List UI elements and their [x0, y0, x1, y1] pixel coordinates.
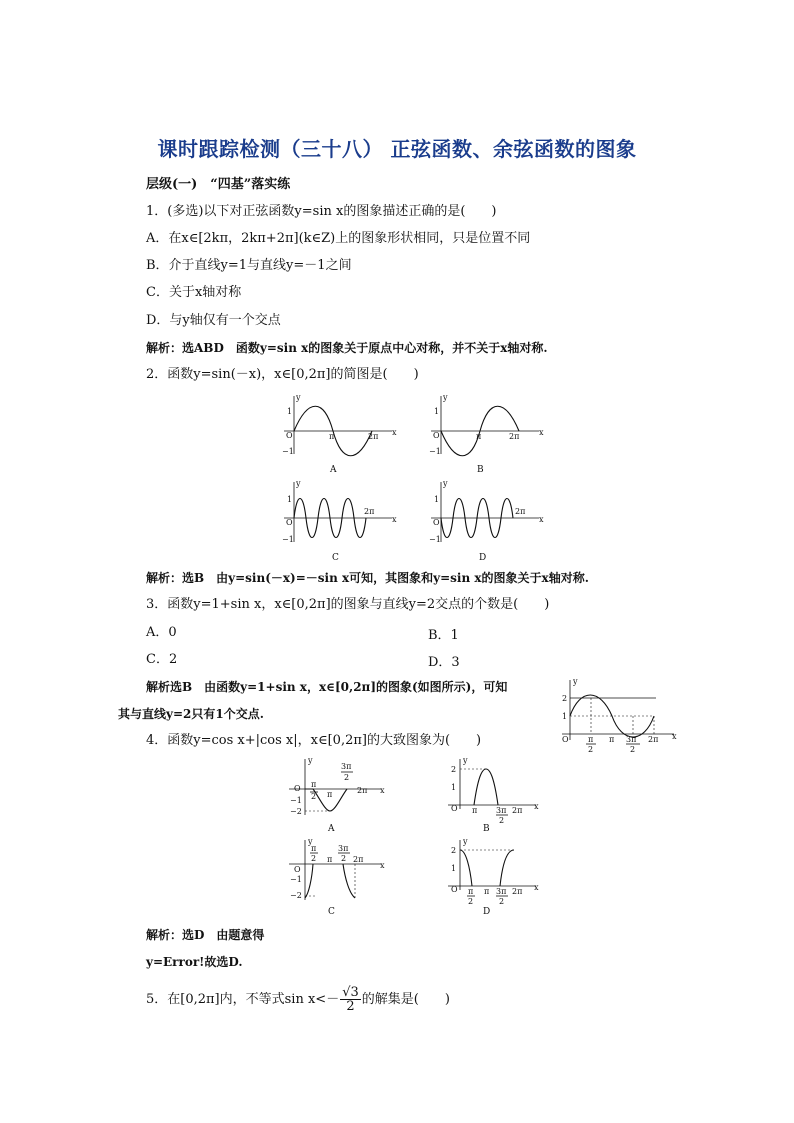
q3-answer-line1: 解析选B 由函数y=1+sin x，x∈[0,2π]的图象(如图所示)，可知: [146, 680, 508, 694]
q4-answer-line1: 解析：选D 由题意得: [146, 928, 265, 942]
svg-text:x: x: [392, 428, 397, 437]
svg-text:1: 1: [434, 407, 440, 416]
svg-text:2: 2: [468, 897, 474, 906]
svg-text:π: π: [327, 790, 333, 799]
svg-text:y: y: [463, 837, 468, 846]
q4-graph-a: [285, 757, 390, 835]
svg-text:1: 1: [287, 407, 293, 416]
q2-label-c: C: [332, 553, 339, 563]
svg-text:y: y: [443, 393, 448, 402]
svg-text:y: y: [308, 837, 313, 846]
svg-text:x: x: [380, 786, 385, 795]
svg-text:π: π: [311, 780, 317, 789]
svg-text:π: π: [327, 855, 333, 864]
svg-text:x: x: [534, 883, 539, 892]
q4-graph-c: [285, 838, 390, 918]
q2-stem: 2．函数y=sin(－x)，x∈[0,2π]的简图是( ): [146, 367, 419, 382]
svg-text:O: O: [451, 885, 458, 894]
svg-text:x: x: [534, 802, 539, 811]
svg-text:π: π: [468, 887, 474, 896]
svg-text:π: π: [472, 806, 478, 815]
q2-label-a: A: [330, 465, 337, 475]
q1-answer: 解析：选ABD 函数y=sin x的图象关于原点中心对称，并不关于x轴对称.: [146, 341, 548, 355]
q2-graph-a: [280, 392, 400, 474]
svg-text:2π: 2π: [368, 432, 379, 441]
svg-text:O: O: [451, 804, 458, 813]
svg-text:2π: 2π: [357, 786, 368, 795]
q5-stem: [146, 986, 450, 1013]
svg-text:2π: 2π: [509, 432, 520, 441]
q2-answer: 解析：选B 由y=sin(－x)=－sin x可知，其图象和y=sin x的图象关于x轴对称.: [146, 571, 589, 585]
svg-text:O: O: [286, 518, 293, 527]
svg-text:2π: 2π: [512, 887, 523, 896]
svg-text:x: x: [380, 861, 385, 870]
q4-answer-line2: y=Error!故选D.: [146, 955, 243, 969]
svg-text:y: y: [308, 756, 313, 765]
svg-text:O: O: [562, 735, 569, 744]
q5-fraction: $\frac{√3}{2}$: [342, 985, 359, 1014]
q2-graph-b: [427, 392, 547, 474]
svg-text:y: y: [296, 479, 301, 488]
svg-text:2π: 2π: [512, 806, 523, 815]
q2-graph-d: [427, 478, 547, 562]
q1-option-c: C．关于x轴对称: [146, 285, 242, 300]
svg-text:1: 1: [287, 495, 293, 504]
svg-text:π: π: [329, 432, 335, 441]
svg-text:x: x: [672, 732, 677, 741]
svg-text:2π: 2π: [515, 507, 526, 516]
svg-text:2: 2: [499, 897, 505, 906]
q3-option-d: D．3: [428, 655, 460, 670]
svg-text:−1: −1: [429, 535, 441, 544]
svg-text:y: y: [463, 756, 468, 765]
svg-text:O: O: [433, 518, 440, 527]
svg-text:O: O: [286, 431, 293, 440]
q3-option-a: A．0: [146, 625, 177, 640]
svg-text:O: O: [433, 431, 440, 440]
q3-stem: 3．函数y=1+sin x，x∈[0,2π]的图象与直线y=2交点的个数是( ): [146, 597, 550, 612]
q1-option-d: D．与y轴仅有一个交点: [146, 313, 281, 328]
svg-text:x: x: [539, 428, 544, 437]
svg-text:y: y: [443, 479, 448, 488]
q3-answer-line2: 其与直线y=2只有1个交点.: [118, 707, 264, 721]
q3-option-c: C．2: [146, 652, 178, 667]
svg-text:1: 1: [434, 495, 440, 504]
svg-text:π: π: [588, 735, 594, 744]
svg-text:2: 2: [451, 846, 457, 855]
svg-text:3π: 3π: [496, 806, 507, 815]
svg-text:−1: −1: [429, 447, 441, 456]
q4-graph-b: [444, 757, 544, 835]
svg-text:−2: −2: [290, 807, 302, 816]
svg-text:π: π: [609, 735, 615, 744]
svg-text:3π: 3π: [341, 762, 352, 771]
svg-text:O: O: [294, 784, 301, 793]
svg-text:2π: 2π: [364, 507, 375, 516]
q5-stem-pre: 5．在[0,2π]内，不等式sin x<－: [146, 992, 340, 1007]
svg-text:2: 2: [344, 773, 350, 782]
svg-text:2: 2: [588, 745, 594, 754]
q4-label-b: B: [483, 824, 490, 834]
svg-text:2π: 2π: [353, 855, 364, 864]
q1-option-b: B．介于直线y=1与直线y=－1之间: [146, 258, 352, 273]
svg-text:2π: 2π: [648, 735, 659, 744]
svg-text:3π: 3π: [496, 887, 507, 896]
svg-text:y: y: [573, 677, 578, 686]
q4-stem: 4．函数y=cos x+|cos x|，x∈[0,2π]的大致图象为( ): [146, 733, 482, 748]
svg-text:π: π: [476, 432, 482, 441]
svg-text:−1: −1: [290, 796, 302, 805]
svg-text:1: 1: [451, 783, 457, 792]
q1-option-a: A．在x∈[2kπ，2kπ+2π](k∈Z)上的图象形状相同，只是位置不同: [146, 231, 531, 246]
q3-option-b: B．1: [428, 628, 459, 643]
section-heading: 层级(一) “四基”落实练: [146, 177, 291, 192]
svg-text:−1: −1: [282, 535, 294, 544]
svg-text:−2: −2: [290, 891, 302, 900]
q4-label-d: D: [483, 907, 491, 917]
q5-stem-post: 的解集是( ): [361, 992, 450, 1007]
q2-label-d: D: [479, 553, 487, 563]
q4-label-a: A: [328, 824, 335, 834]
svg-text:x: x: [392, 515, 397, 524]
svg-text:1: 1: [562, 712, 568, 721]
svg-text:−1: −1: [282, 447, 294, 456]
svg-text:2: 2: [562, 694, 568, 703]
svg-text:O: O: [294, 865, 301, 874]
svg-text:2: 2: [311, 854, 317, 863]
q2-label-b: B: [477, 465, 484, 475]
q4-graph-d: [444, 838, 544, 918]
svg-text:3π: 3π: [626, 735, 637, 744]
q4-label-c: C: [328, 907, 335, 917]
page-title: 课时跟踪检测（三十八） 正弦函数、余弦函数的图象: [157, 137, 637, 161]
svg-text:2: 2: [630, 745, 636, 754]
q1-stem: 1．(多选)以下对正弦函数y=sin x的图象描述正确的是( ): [146, 204, 497, 219]
svg-text:π: π: [311, 844, 317, 853]
q2-graph-c: [280, 478, 400, 562]
svg-text:x: x: [539, 515, 544, 524]
svg-text:π: π: [484, 887, 490, 896]
svg-text:3π: 3π: [338, 844, 349, 853]
svg-text:2: 2: [499, 816, 505, 825]
svg-text:−1: −1: [290, 875, 302, 884]
svg-text:2: 2: [311, 792, 317, 801]
svg-text:y: y: [296, 393, 301, 402]
svg-text:2: 2: [341, 854, 347, 863]
q3-figure: [556, 676, 680, 756]
svg-text:1: 1: [451, 864, 457, 873]
svg-text:2: 2: [451, 765, 457, 774]
